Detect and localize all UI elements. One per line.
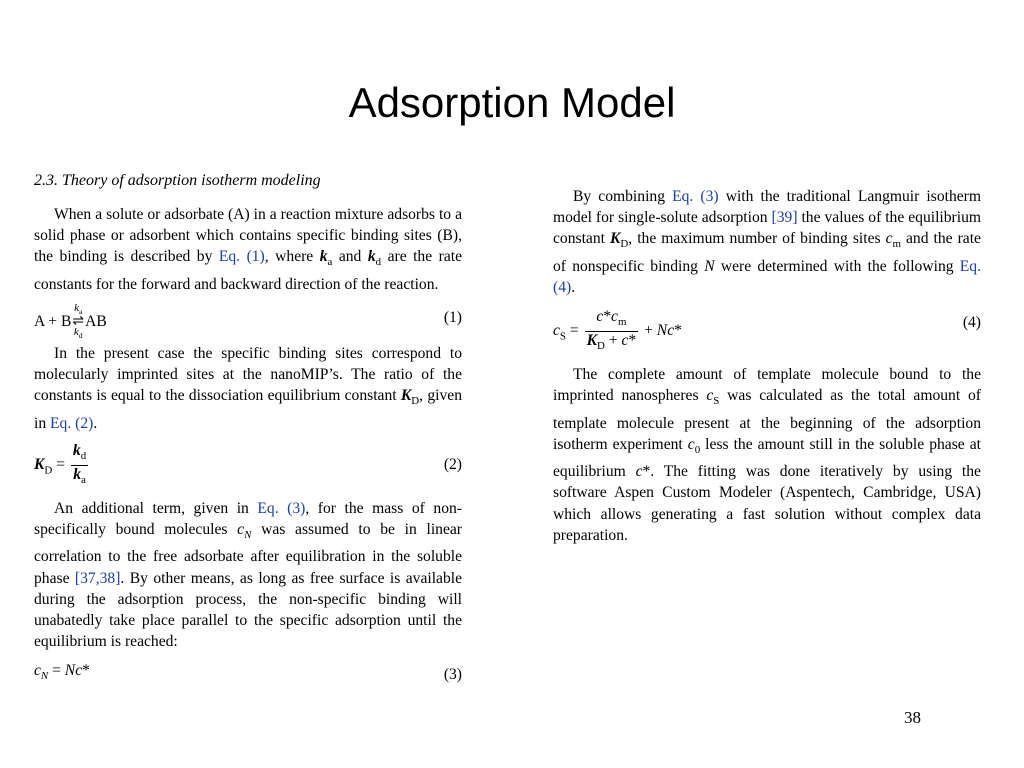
equation-number: (2) bbox=[443, 455, 462, 473]
equation-2: $K_D$ = $\frac{k_d}{k_a}$ (2) bbox=[34, 441, 462, 487]
eq3-link[interactable]: Eq. (3) bbox=[672, 188, 719, 205]
eq3-link[interactable]: Eq. (3) bbox=[257, 499, 306, 517]
paragraph-langmuir: By combining Eq. (3) with the traditional Langmuir isotherm model for single-solute adsorption [39] the values of the equilibrium constant $K_D$, the maximum number of binding sites $c_m$ and the rate of nonspecific binding N were determined with the following Eq. (4). bbox=[553, 188, 982, 296]
equation-3: $c_N = Nc*$ (3) bbox=[34, 660, 462, 690]
equation-number: (1) bbox=[443, 308, 462, 326]
eq4-link[interactable]: Eq. (4) bbox=[553, 257, 981, 296]
left-column bbox=[34, 170, 462, 700]
equation-1: $A + Bk_a$ ⇌ $k_dAB$ (1) bbox=[34, 301, 462, 341]
eq1-link[interactable]: Eq. (1) bbox=[218, 248, 265, 266]
equation-number: (3) bbox=[443, 666, 462, 684]
eq2-link[interactable]: Eq. (2) bbox=[50, 414, 94, 432]
equation-number: (4) bbox=[962, 314, 981, 332]
reference-link[interactable]: [39] bbox=[771, 209, 798, 227]
paragraph-fitting: The complete amount of template molecule bound to the imprinted nanospheres $c_S$ was calculated as the total amount of template molecule present at the beginning of the adsorption isotherm experiment $c_0$ less the amount still in the soluble phase at equilibrium c*. The fitting was done iteratively by using the software Aspen Custom Modeler (Aspentech, Cambridge, USA) which allows generating a fast solution without complex data preparation. bbox=[553, 366, 982, 544]
equation-4: $c_S$ = $\frac{c*c_m}{K_D + c*}$ + Nc* (4) bbox=[553, 308, 981, 353]
section-heading: 2.3. Theory of adsorption isotherm modeling bbox=[34, 172, 321, 189]
paragraph-binding-sites: In the present case the specific binding sites correspond to molecularly imprinted sites at the nanoMIP’s. The ratio of the constants is equal to the dissociation equilibrium constant $K_D$, given in Eq. (2). bbox=[34, 344, 462, 432]
slide-title: Adsorption Model bbox=[348, 79, 676, 126]
right-column bbox=[553, 186, 981, 546]
page-number: 38 bbox=[904, 708, 921, 727]
reference-link[interactable]: [37,38] bbox=[74, 569, 121, 587]
paragraph-nonspecific: An additional term, given in Eq. (3), for the mass of non-specifically bound molecules $c_N$ was assumed to be in linear correlation to the free adsorbate after equilibration in the soluble phase [37,38]. By other means, as long as free surface is available during the adsorption process, the non-specific binding will unabatedly take place parallel to the specific adsorption until the equilibrium is reached: bbox=[34, 499, 462, 651]
paragraph-binding: When a solute or adsorbate (A) in a reaction mixture adsorbs to a solid phase or adsorbent which contains specific binding sites (B), the binding is described by Eq. (1), where $k_a$ and $k_d$ are the rate constants for the forward and backward direction of the reaction. bbox=[34, 206, 462, 293]
